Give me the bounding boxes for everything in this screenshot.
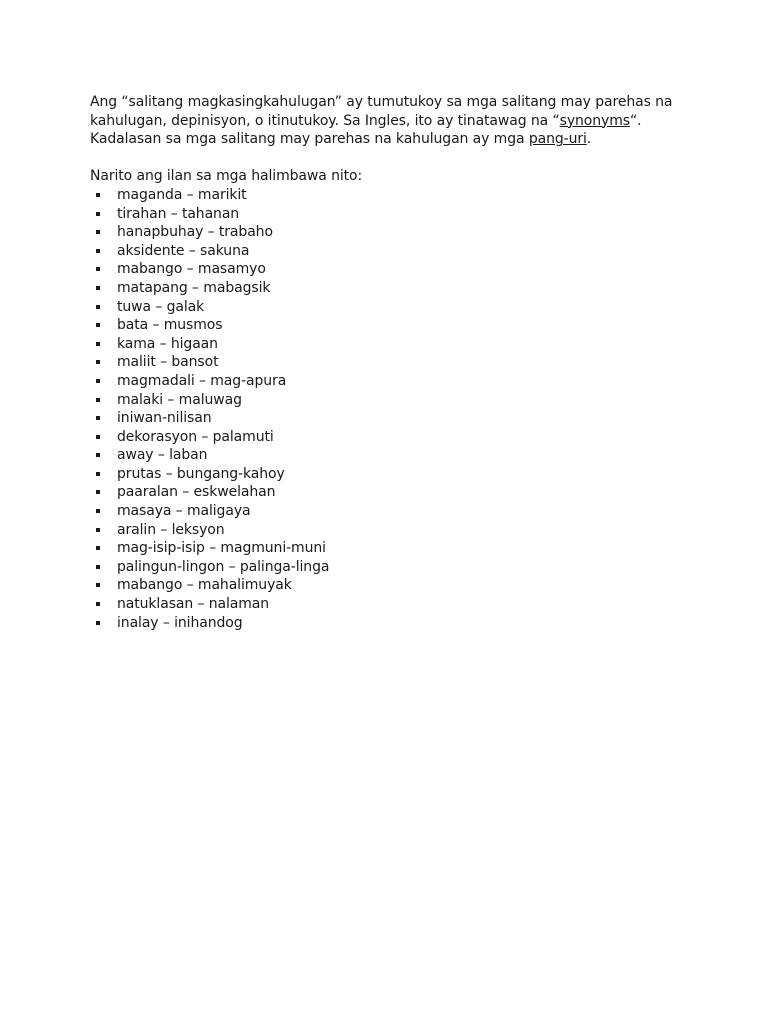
list-item-text: iniwan-nilisan [117,410,212,427]
intro-line-3-text: Kadalasan sa mga salitang may parehas na kahulugan ay mga [90,131,529,148]
list-item-text: mabango – mahalimuyak [117,577,292,594]
list-item [90,595,690,614]
list-item-text: tuwa – galak [117,298,205,315]
square-bullet-icon [96,212,100,216]
list-item-text: malaki – maluwag [117,391,242,408]
list-item-text: masaya – maligaya [117,503,251,520]
list-item [90,242,690,261]
square-bullet-icon [96,416,100,420]
list-item [90,279,690,298]
list-item-text: aksidente – sakuna [117,242,250,259]
intro-line-3 [90,130,690,149]
square-bullet-icon [96,398,100,402]
list-item [90,539,690,558]
list-item [90,483,690,502]
square-bullet-icon [96,583,100,587]
square-bullet-icon [96,435,100,439]
list-item [90,372,690,391]
list-item-text: hanapbuhay – trabaho [117,224,273,241]
list-item [90,428,690,447]
list-item-text: mabango – masamyo [117,261,266,278]
list-item-text: kama – higaan [117,335,218,352]
intro-line-2-end: “. [629,112,642,129]
list-item [90,409,690,428]
square-bullet-icon [96,249,100,253]
list-item-text: mag-isip-isip – magmuni-muni [117,540,326,557]
square-bullet-icon [96,230,100,234]
paragraph-spacer [90,149,690,168]
list-item [90,391,690,410]
square-bullet-icon [96,379,100,383]
list-item-text: paaralan – eskwelahan [117,484,276,501]
pang-uri-link[interactable]: pang-uri [528,131,587,148]
list-item [90,186,690,205]
square-bullet-icon [96,305,100,309]
intro-line-1 [90,93,690,112]
square-bullet-icon [96,602,100,606]
square-bullet-icon [96,621,100,625]
list-item-text: bata – musmos [117,317,223,334]
list-item [90,298,690,317]
list-item-text: dekorasyon – palamuti [117,428,274,445]
list-item [90,316,690,335]
square-bullet-icon [96,360,100,364]
list-item-text: away – laban [117,447,208,464]
list-item-text: aralin – leksyon [117,521,225,538]
list-item [90,446,690,465]
list-item [90,353,690,372]
list-item [90,260,690,279]
intro-line-2-text: kahulugan, depinisyon, o itinutukoy. Sa Ingles, ito ay tinatawag na “ [90,112,560,129]
synonyms-link[interactable]: synonyms [559,112,630,129]
square-bullet-icon [96,509,100,513]
list-item-text: magmadali – mag-apura [117,372,287,389]
list-item-text: matapang – mabagsik [117,279,271,296]
list-item [90,465,690,484]
list-item [90,502,690,521]
square-bullet-icon [96,528,100,532]
square-bullet-icon [96,472,100,476]
list-item-text: maliit – bansot [117,354,219,371]
list-item [90,335,690,354]
list-item [90,223,690,242]
square-bullet-icon [96,286,100,290]
synonym-list [90,186,690,632]
square-bullet-icon [96,267,100,271]
intro-line-1-text: Ang “salitang magkasingkahulugan” ay tumutukoy sa mga salitang may parehas na [90,94,673,110]
list-item [90,558,690,577]
list-item-text: prutas – bungang-kahoy [117,465,285,482]
list-item-text: maganda – marikit [117,186,247,203]
document-page [90,93,690,632]
square-bullet-icon [96,453,100,457]
list-item-text: tirahan – tahanan [117,205,240,222]
square-bullet-icon [96,490,100,494]
list-heading: Narito ang ilan sa mga halimbawa nito: [90,168,363,185]
list-item-text: natuklasan – nalaman [117,596,270,613]
square-bullet-icon [96,342,100,346]
intro-paragraph [90,93,690,149]
intro-line-3-end: . [586,131,592,148]
list-item [90,205,690,224]
list-item-text: inalay – inihandog [117,614,243,631]
square-bullet-icon [96,323,100,327]
square-bullet-icon [96,193,100,197]
list-item [90,576,690,595]
list-item-text: palingun-lingon – palinga-linga [117,558,330,575]
intro-line-2 [90,112,690,131]
square-bullet-icon [96,546,100,550]
square-bullet-icon [96,565,100,569]
list-item [90,614,690,633]
list-item [90,521,690,540]
